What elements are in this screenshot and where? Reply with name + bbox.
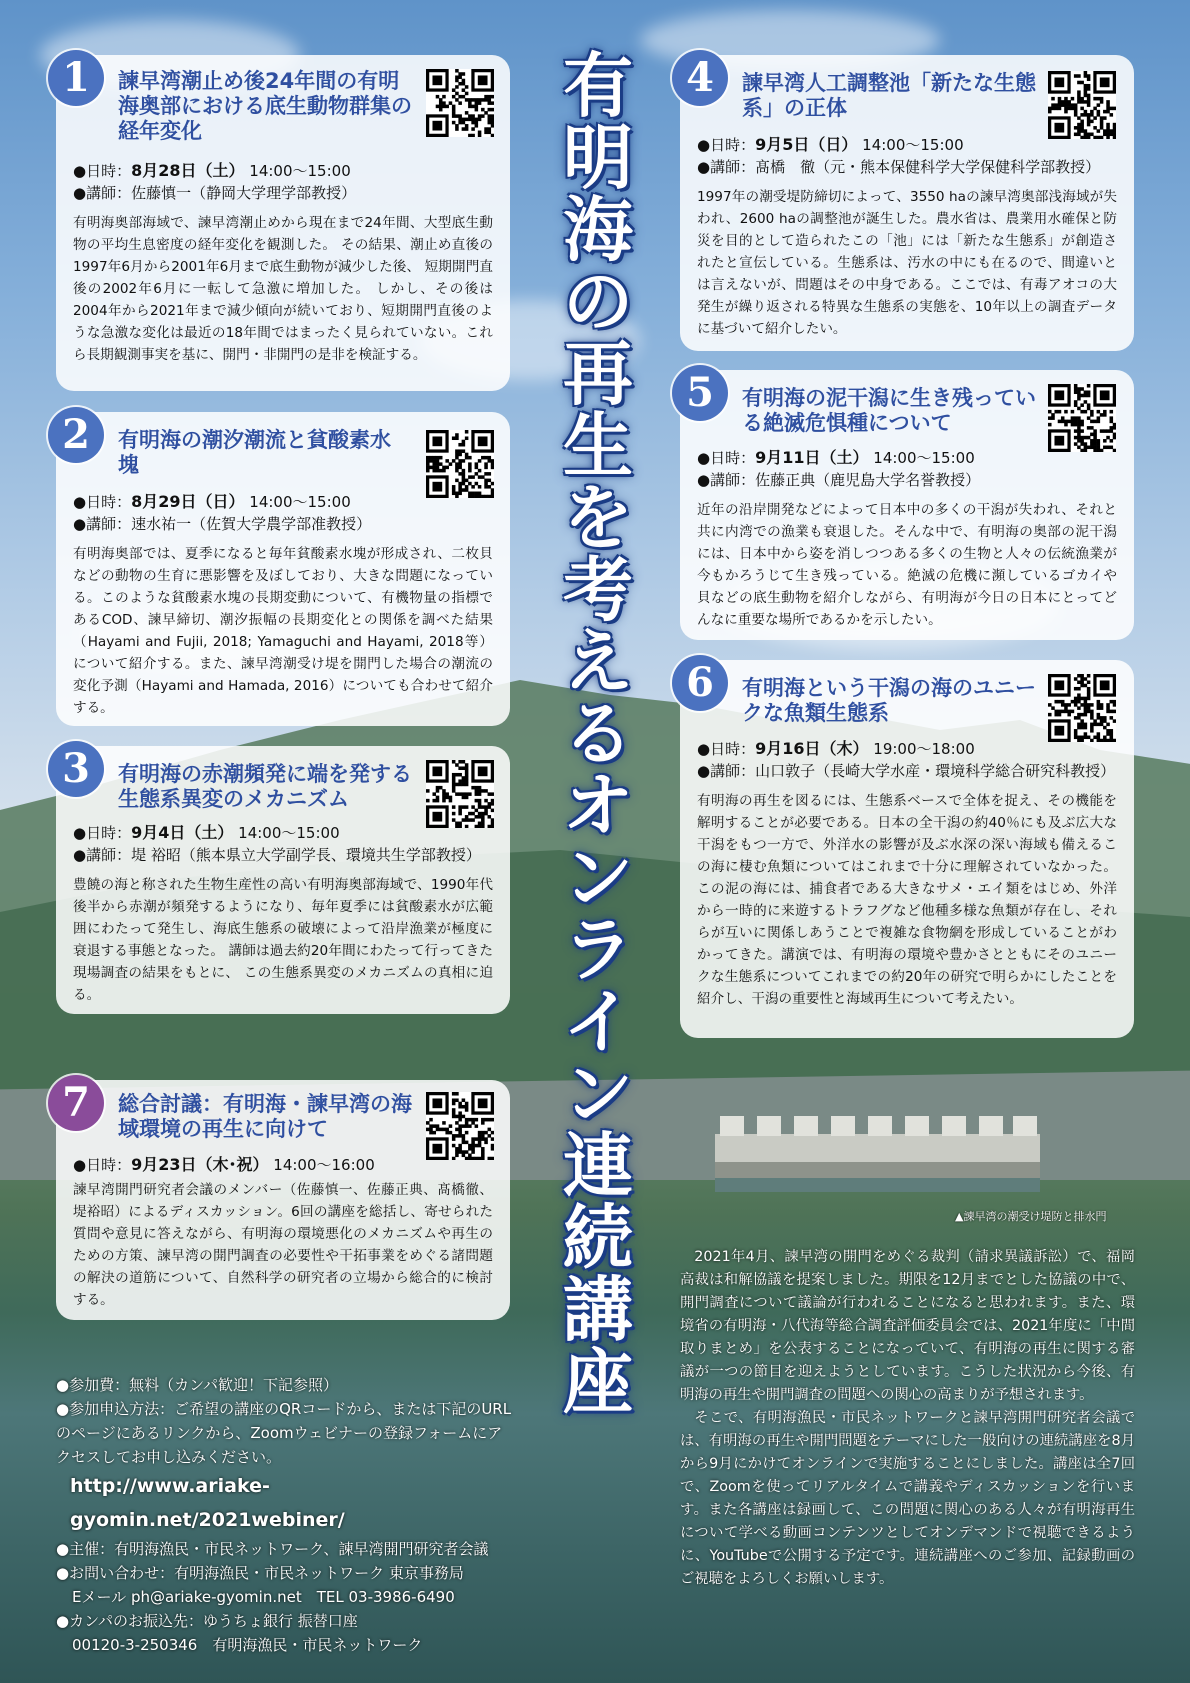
qr-code[interactable] xyxy=(426,760,494,828)
intro-paragraph: 2021年4月、諫早湾の開門をめぐる裁判（請求異議訴訟）で、福岡高裁は和解協議を提案しました。期限を12月までとした協議の中で、開門調査について議論が行われることになると思われます。また、環境省の有明海・八代海等総合調査評価委員会では、2021年度に「中間取りまとめ」を公表することになっていて、有明海の再生に関する審議が一つの節目を迎えようとしています。こうした状況から今後、有明海の再生や開門調査の問題への関心の高まりが予想されます。 xyxy=(680,1249,1135,1403)
lecture-lecturer: ●講師：髙橋 徹（元・熊本保健科学大学保健科学部教授） xyxy=(697,158,1101,176)
lecture-number-badge: 7 xyxy=(48,1075,104,1131)
title-char: を xyxy=(563,477,633,559)
lecture-lecturer: ●講師：佐藤正典（鹿児島大学名誉教授） xyxy=(697,471,981,489)
lecture-date: ●日時：9月11日（土） 14:00～15:00 xyxy=(697,448,975,467)
lecture-lecturer: ●講師：佐藤慎一（静岡大学理学部教授） xyxy=(73,184,357,202)
intro-paragraph: そこで、有明海漁民・市民ネットワークと諫早湾開門研究者会議では、有明海の再生や開門問題をテーマにした一般向けの連続講座を8月から9月にかけてオンラインで実施することにしました。講座は全7回で、Zoomを使ってリアルタイムで講義やディスカッションを行います。また各講座は録画して、この問題に関心のある人々が有明海再生について学べる動画コンテンツとしてオンデマンドで視聴できるように、YouTubeで公開する予定です。連続講座へのご参加、記録動画のご視聴をよろしくお願いします。 xyxy=(680,1410,1135,1587)
title-char: る xyxy=(563,693,633,775)
account-text: 00120-3-250346 有明海漁民・市民ネットワーク xyxy=(72,1636,423,1654)
lecture-date: ●日時：8月28日（土） 14:00～15:00 xyxy=(73,161,351,180)
kanpa-text: ●カンパのお振込先：ゆうちょ銀行 振替口座 xyxy=(56,1612,358,1630)
contact-text: ●お問い合わせ：有明海漁民・市民ネットワーク 東京事務局 xyxy=(56,1564,464,1582)
lecture-number-badge: 1 xyxy=(48,50,104,106)
lecture-description: 諫早湾開門研究者会議のメンバー（佐藤慎一、佐藤正典、髙橋徹、堤裕昭）によるディスカッション。6回の講座を総括し、寄せられた質問や意見に答えながら、有明海の環境悪化のメカニズムや再生のための方策、諫早湾の開門調査の必要性や干拓事業をめぐる諸問題の解決の道筋について、自然科学の研究者の立場から総合的に検討する。 xyxy=(73,1182,493,1308)
email-text: Eメール ph@ariake-gyomin.net TEL 03-3986-6490 xyxy=(72,1588,455,1606)
title-char: 考 xyxy=(563,549,633,631)
lecture-description: 有明海奥部海域で、諫早湾潮止めから現在まで24年間、大型底生動物の平均生息密度の経年変化を観測した。 その結果、潮止め直後の1997年6月から2001年6月まで底生動物が減少した後、 短期開門直後の2002年6月に一転して急激に増加した。 しかし、その後は2004年から2021年まで減少傾向が続いており、短期開門直後のような急激な変化は最近の18年間ではまったく見られていない。これら長期観測事実を基に、開門・非開門の是非を検証する。 xyxy=(73,215,493,363)
lecture-title: 有明海という干潟の海のユニークな魚類生態系 xyxy=(742,676,1036,725)
title-char: ン xyxy=(563,1053,633,1135)
lecture-card-7 xyxy=(56,1080,510,1320)
lecture-number-badge: 2 xyxy=(48,407,104,463)
lecture-title: 有明海の潮汐潮流と貧酸素水塊 xyxy=(118,428,391,477)
title-char: イ xyxy=(563,981,633,1063)
qr-code[interactable] xyxy=(426,69,494,137)
lecture-title: 有明海の泥干潟に生き残っている絶滅危惧種について xyxy=(742,386,1036,435)
lecture-card-5 xyxy=(680,370,1134,640)
lecture-lecturer: ●講師：山口敦子（長崎大学水産・環境科学総合研究科教授） xyxy=(697,762,1116,780)
title-char: の xyxy=(563,261,633,343)
title-char: 海 xyxy=(563,189,633,271)
qr-code[interactable] xyxy=(426,430,494,498)
title-char: 再 xyxy=(563,333,633,415)
fee-text: ●参加費：無料（カンパ歓迎！下記参照） xyxy=(56,1376,339,1394)
qr-code[interactable] xyxy=(1048,384,1116,452)
lecture-title: 諫早湾潮止め後24年間の有明海奥部における底生動物群集の経年変化 xyxy=(118,69,412,143)
lecture-date: ●日時：9月23日（木･祝） 14:00～16:00 xyxy=(73,1155,375,1174)
qr-code[interactable] xyxy=(426,1092,494,1160)
title-char: 連 xyxy=(563,1125,633,1207)
lecture-description: 有明海奥部では、夏季になると毎年貧酸素水塊が形成され、二枚貝などの動物の生育に悪影響を及ぼしており、大きな問題になっている。このような貧酸素水塊の長期変動について、有機物量の指標であるCOD、諫早締切、潮汐振幅の長期変化との関係を調べた結果（Hayami and Fujii, 2018; Yamaguchi and Hayami, 2018等） について紹介する。また、諫早湾潮受け堤を開門した場合の潮流の変化予測（Hayami and Hamada, 2016）についても合わせて紹介する。 xyxy=(73,546,493,716)
title-char: 生 xyxy=(563,405,633,487)
lecture-lecturer: ●講師：堤 裕昭（熊本県立大学副学長、環境共生学部教授） xyxy=(73,846,481,864)
title-char: 明 xyxy=(563,117,633,199)
lecture-description: 有明海の再生を図るには、生態系ベースで全体を捉え、その機能を解明することが必要である。日本の全干潟の約40％にも及ぶ広大な干潟をもつ一方で、外洋水の影響が及ぶ水深の深い海域も備えるこの海に棲む魚類についてはこれまで十分に理解されていなかった。この泥の海には、捕食者である大きなサメ・エイ類をはじめ、外洋から一時的に来遊するトラフグなど他種多様な魚類が存在し、それらが互いに関係しあうことで複雑な食物網を形成していることがわかってきた。講演では、有明海の環境や豊かさとともにそのユニークな生態系についてこれまでの約20年の研究で明らかにしたことを紹介し、干潟の重要性と海域再生について考えたい。 xyxy=(697,793,1117,1007)
lecture-title: 有明海の赤潮頻発に端を発する生態系異変のメカニズム xyxy=(118,762,412,811)
lecture-number-badge: 3 xyxy=(48,741,104,797)
lecture-title: 総合討議：有明海・諫早湾の海域環境の再生に向けて xyxy=(118,1092,412,1141)
lecture-card-3 xyxy=(56,746,510,1014)
lecture-title: 諫早湾人工調整池「新たな生態系」の正体 xyxy=(742,71,1036,120)
title-char: え xyxy=(563,621,633,703)
lecture-date: ●日時：9月16日（木） 19:00～18:00 xyxy=(697,739,975,758)
lecture-number-badge: 6 xyxy=(672,655,728,711)
lecture-lecturer: ●講師：速水祐一（佐賀大学農学部准教授） xyxy=(73,515,372,533)
participation-info xyxy=(56,1373,516,1657)
apply-text: ●参加申込方法：ご希望の講座のQRコードから、または下記のURLのページにあるリンクから、Zoomウェビナーの登録フォームにアクセスしてお申し込みください。 xyxy=(56,1400,512,1466)
title-char: 続 xyxy=(563,1197,633,1279)
qr-code[interactable] xyxy=(1048,674,1116,742)
intro-text xyxy=(680,1246,1135,1591)
title-char: オ xyxy=(563,765,633,847)
lecture-description: 近年の沿岸開発などによって日本中の多くの干潟が失われ、それと共に内湾での漁業も衰退した。そんな中で、有明海の奥部の泥干潟には、日本中から姿を消しつつある多くの生物と人々の伝統漁業が今もかろうじて生き残っている。絶滅の危機に瀕しているゴカイや貝などの底生動物を紹介しながら、有明海が今日の日本にとってどんなに重要な場所であるかを示したい。 xyxy=(697,502,1117,628)
lecture-date: ●日時：9月4日（土） 14:00～15:00 xyxy=(73,823,340,842)
lecture-card-4 xyxy=(680,55,1134,351)
photo-caption: ▲諫早湾の潮受け堤防と排水門 xyxy=(955,1210,1107,1223)
lecture-card-2 xyxy=(56,412,510,726)
host-text: ●主催：有明海漁民・市民ネットワーク、諫早湾開門研究者会議 xyxy=(56,1540,489,1558)
lecture-date: ●日時：8月29日（日） 14:00～15:00 xyxy=(73,492,351,511)
lecture-date: ●日時：9月5日（日） 14:00～15:00 xyxy=(697,135,964,154)
lecture-number-badge: 4 xyxy=(672,50,728,106)
lecture-card-1 xyxy=(56,55,510,391)
title-char: 講 xyxy=(563,1269,633,1351)
lecture-description: 豊饒の海と称された生物生産性の高い有明海奥部海域で、1990年代後半から赤潮が頻発するようになり、毎年夏季には貧酸素水が広範囲にわたって発生し、海底生態系の破壊によって沿岸漁業が極度に衰退する事態となった。 講師は過去約20年間にわたって行ってきた現場調査の結果をもとに、 この生態系異変のメカニズムの真相に迫る。 xyxy=(73,877,493,1003)
qr-code[interactable] xyxy=(1048,71,1116,139)
title-char: ン xyxy=(563,837,633,919)
registration-link[interactable]: http://www.ariake-gyomin.net/2021webiner/ xyxy=(70,1475,345,1531)
title-char: 座 xyxy=(563,1341,633,1423)
lecture-number-badge: 5 xyxy=(672,365,728,421)
title-char: ラ xyxy=(563,909,633,991)
seawall-gate-illustration xyxy=(715,1112,1040,1192)
lecture-description: 1997年の潮受堤防締切によって、3550 haの諫早湾奥部浅海域が失われ、2600 haの調整池が誕生した。農水省は、農業用水確保と防災を目的として造られたこの「池」には「新たな生態系」が創造されたと宣伝している。生態系は、汚水の中にも在るので、間違いとは言えないが、問題はその中身である。ここでは、有毒アオコの大発生が繰り返される特異な生態系の実態を、10年以上の調査データに基づいて紹介したい。 xyxy=(697,189,1117,337)
title-char: 有 xyxy=(563,45,633,127)
poster-title xyxy=(548,45,648,1423)
lecture-card-6 xyxy=(680,660,1134,1038)
